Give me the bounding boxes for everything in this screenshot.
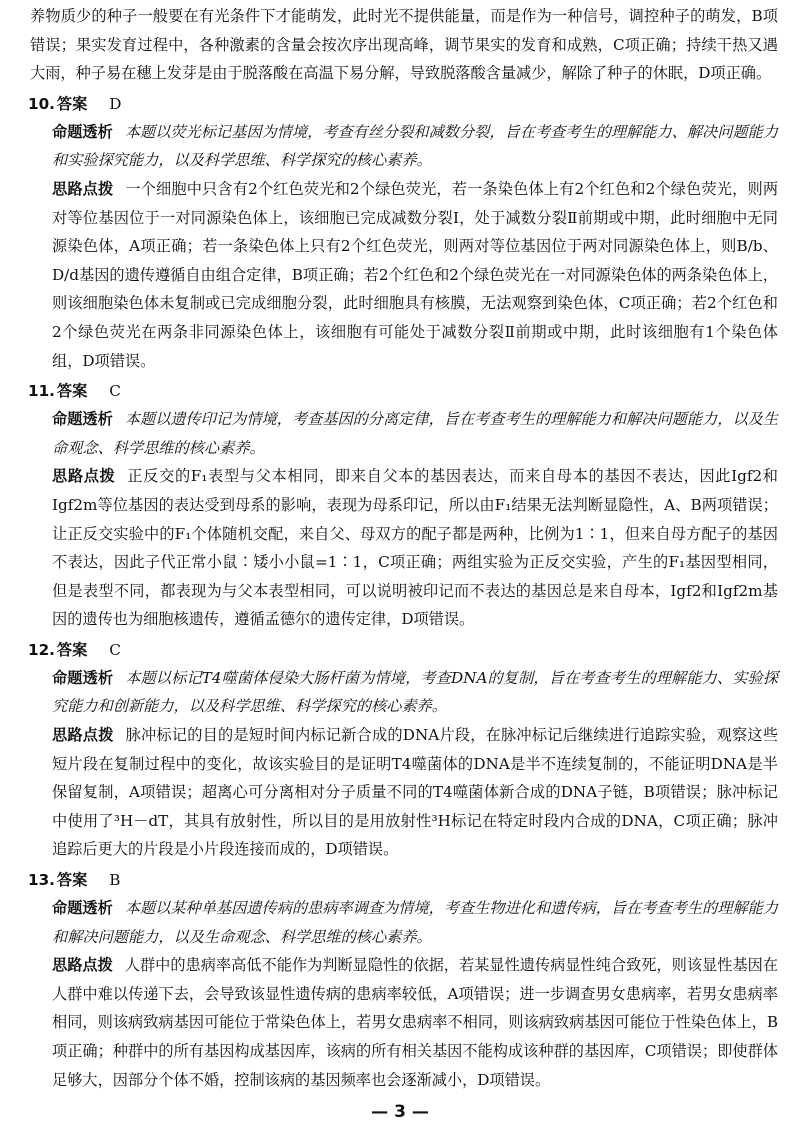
hint-label: 思路点拨 [52,726,114,745]
answer-label: 答案 [56,94,88,113]
answer-value: D [109,94,122,113]
analysis-label: 命题透析 [52,122,113,141]
question-13 [30,866,778,1094]
question-number: 13. [28,871,55,890]
question-10 [30,90,778,375]
hint-label: 思路点拨 [52,467,116,486]
question-11 [30,377,778,634]
hint-label: 思路点拨 [52,956,113,975]
answer-label: 答案 [56,871,88,890]
question-number: 10. [28,94,55,113]
analysis-text: 本题以荧光标记基因为情境，考查有丝分裂和减数分裂，旨在考查考生的理解能力、解决问题能力和实验探究能力，以及科学思维、科学探究的核心素养。 [52,122,779,170]
question-header [30,90,778,118]
question-header [30,377,778,405]
answer-value: B [109,871,121,890]
analysis-label: 命题透析 [52,899,113,918]
answer-value: C [109,382,121,401]
intro-paragraph: 养物质少的种子一般要在有光条件下才能萌发，此时光不提供能量，而是作为一种信号，调控种子的萌发，B项错误；果实发育过程中，各种激素的含量会按次序出现高峰，调节果实的发育和成熟，C项正确；持续干热又遇大雨，种子易在穗上发芽是由于脱落酸在高温下易分解，导致脱落酸含量减少，解除了种子的休眠，D项正确。 [30,7,778,83]
question-number: 12. [28,640,55,659]
hint-label: 思路点拨 [52,179,114,198]
question-number: 11. [28,382,55,401]
analysis-label: 命题透析 [52,668,114,687]
answer-label: 答案 [56,640,88,659]
question-header [30,866,778,894]
page-number: — 3 — [371,1102,429,1122]
analysis-text: 本题以某种单基因遗传病的患病率调查为情境，考查生物进化和遗传病，旨在考查考生的理解能力和解决问题能力，以及生命观念、科学思维的核心素养。 [52,899,779,946]
question-header [30,636,778,664]
hint-text: 正反交的F₁表型与父本相同，即来自父本的基因表达，而来自母本的基因不表达，因此Igf2和Igf2m等位基因的表达受到母系的影响，表现为母系印记，所以由F₁结果无法判断显隐性，A、B两项错误；让正反交实验中的F₁个体随机交配，来自父、母双方的配子都是两种，比例为1∶1，但来自母方配子的基因不表达，因此子代正常小鼠∶矮小小鼠=1∶1，C项正确；两组实验为正反交实验，产生的F₁基因型相同，但是表型不同，都表现为与父本表型相同，可以说明被印记而不表达的基因总是来自母本，Igf2和Igf2m基因的遗传也为细胞核遗传，遵循孟德尔的遗传定律，D项错误。 [52,467,778,629]
hint-text: 脉冲标记的目的是短时间内标记新合成的DNA片段，在脉冲标记后继续进行追踪实验，观察这些短片段在复制过程中的变化，故该实验目的是证明T4噬菌体的DNA是半不连续复制的，不能证明DNA是半保留复制，A项错误；超离心可分离相对分子质量不同的T4噬菌体新合成的DNA子链，B项错误；脉冲标记中使用了³H－dT，其具有放射性，所以目的是用放射性³H标记在特定时段内合成的DNA，C项正确；脉冲追踪后更大的片段是小片段连接而成的，D项错误。 [52,726,779,859]
analysis-label: 命题透析 [52,410,113,429]
analysis-text: 本题以遗传印记为情境，考查基因的分离定律，旨在考查考生的理解能力和解决问题能力，以及生命观念、科学思维的核心素养。 [52,410,779,457]
analysis-text: 本题以标记T4噬菌体侵染大肠杆菌为情境，考查DNA的复制，旨在考查考生的理解能力、实验探究能力和创新能力，以及科学思维、科学探究的核心素养。 [52,668,779,716]
question-12 [30,636,778,864]
hint-text: 一个细胞中只含有2个红色荧光和2个绿色荧光，若一条染色体上有2个红色和2个绿色荧光，则两对等位基因位于一对同源染色体上，该细胞已完成减数分裂Ⅰ，处于减数分裂Ⅱ前期或中期，此时细胞中无同源染色体，A项正确；若一条染色体上只有2个红色荧光，则两对等位基因位于两对同源染色体上，则B/b、D/d基因的遗传遵循自由组合定律，B项正确；若2个红色和2个绿色荧光在一对同源染色体的两条染色体上，则该细胞染色体未复制或已完成细胞分裂，此时细胞具有核膜，无法观察到染色体，C项正确；若2个红色和2个绿色荧光在两条非同源染色体上，该细胞有可能处于减数分裂Ⅱ前期或中期，此时该细胞有1个染色体组，D项错误。 [52,179,779,370]
hint-text: 人群中的患病率高低不能作为判断显隐性的依据，若某显性遗传病显性纯合致死，则该显性基因在人群中难以传递下去，会导致该显性遗传病的患病率较低，A项错误；进一步调查男女患病率，若男女患病率相同，则该病致病基因可能位于常染色体上，若男女患病率不相同，则该病致病基因可能位于性染色体上，B项正确；种群中的所有基因构成基因库，该病的所有相关基因不能构成该种群的基因库，C项错误；即使群体足够大，因部分个体不婚，控制该病的基因频率也会逐渐减小，D项错误。 [52,956,779,1089]
answer-value: C [109,640,121,659]
answer-label: 答案 [56,382,88,401]
